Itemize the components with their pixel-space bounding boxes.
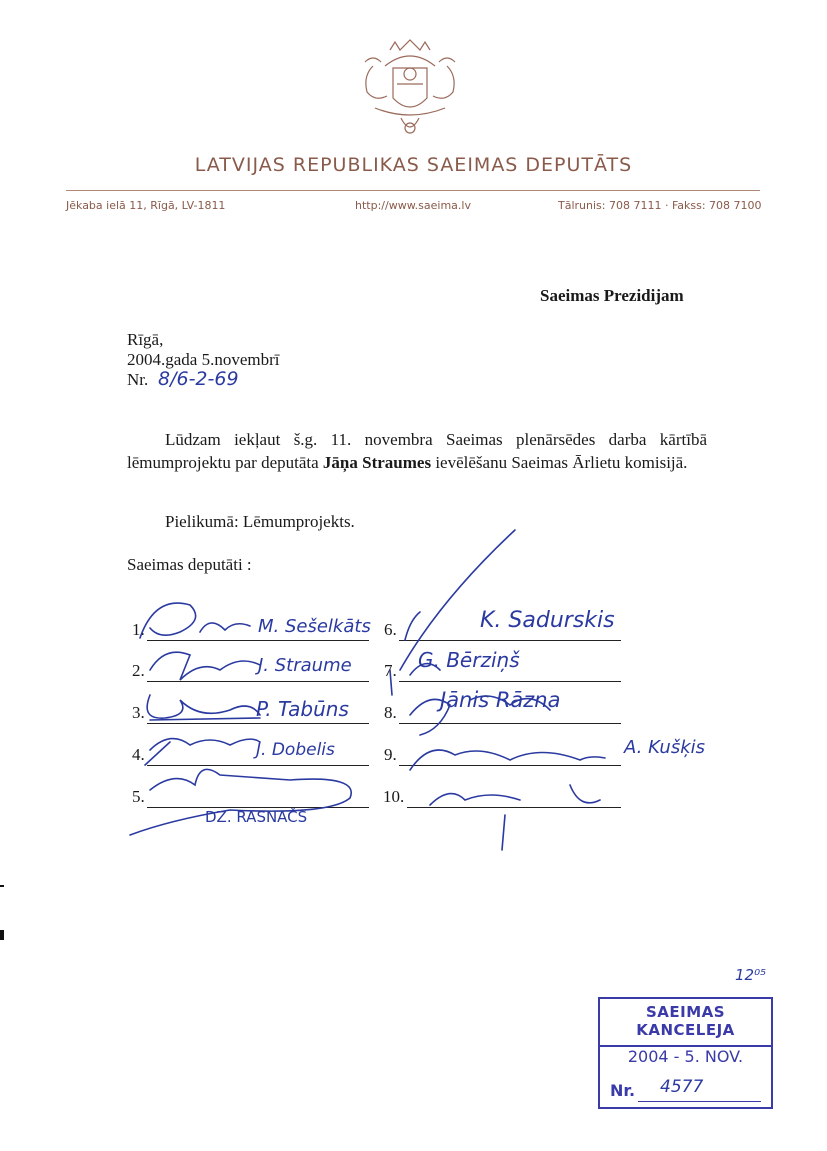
- signature-name: K. Sadurskis: [480, 608, 615, 633]
- letterhead-title: LATVIJAS REPUBLIKAS SAEIMAS DEPUTĀTS: [194, 154, 633, 176]
- letterhead-address: Jēkaba ielā 11, Rīgā, LV-1811: [66, 199, 226, 212]
- request-text-bold: Jāņa Straumes: [322, 453, 432, 472]
- stamp-date: 2004 - 5. NOV.: [627, 1047, 744, 1066]
- signature-number: 1.: [132, 620, 145, 639]
- signatories-label: Saeimas deputāti :: [127, 555, 252, 574]
- signature-name: J. Dobelis: [256, 740, 335, 760]
- letterhead-website: http://www.saeima.lv: [355, 199, 471, 212]
- letterhead-phone-fax: Tālrunis: 708 7111 · Fakss: 708 7100: [558, 199, 762, 212]
- signature-name: J. Straume: [258, 655, 352, 676]
- request-text-a: Lūdzam iekļaut š.g. 11. novembra Saeimas plenārsēdes darba kārtībā lēmumprojektu par deputāta: [127, 430, 707, 472]
- scan-edge-mark: [0, 930, 4, 940]
- place: Rīgā,: [127, 330, 164, 349]
- signature-number: 10.: [383, 787, 405, 806]
- request-text-b: ievēlēšanu Saeimas Ārlietu komisijā.: [431, 453, 688, 472]
- signature-name: DZ. RASNAČS: [205, 808, 308, 826]
- signature-number: 5.: [132, 787, 145, 806]
- signature-name: G. Bērziņš: [418, 648, 520, 672]
- addressee: Saeimas Prezidijam: [540, 286, 684, 305]
- date: 2004.gada 5.novembrī: [127, 350, 280, 369]
- stamp-number-line: [638, 1101, 761, 1102]
- signature-name: A. Kušķis: [624, 737, 705, 758]
- signature-number: 8.: [384, 703, 397, 722]
- number-value: 8/6-2-69: [158, 368, 239, 390]
- signature-name: M. Sešelkāts: [258, 616, 371, 637]
- letterhead-divider: [66, 190, 760, 191]
- signature-number: 6.: [384, 620, 397, 639]
- received-time: 12⁰⁵: [735, 966, 767, 984]
- signature-number: 7.: [384, 661, 397, 680]
- office-stamp: [598, 997, 773, 1109]
- signature-number: 9.: [384, 745, 397, 764]
- signature-number: 3.: [132, 703, 145, 722]
- signature-name: Jānis Rāzna: [440, 688, 561, 712]
- coat-of-arms-icon: [345, 36, 475, 140]
- number-label: Nr.: [127, 370, 149, 389]
- letter-body: [127, 428, 707, 474]
- request-paragraph: [127, 428, 707, 474]
- stamp-title: SAEIMAS KANCELEJA: [600, 1003, 771, 1047]
- signature-name: P. Tabūns: [256, 697, 349, 721]
- scan-edge-mark: [0, 885, 4, 887]
- attachment: Pielikumā: Lēmumprojekts.: [165, 512, 355, 531]
- handwritten-signatures: [110, 520, 670, 860]
- signature-number: 2.: [132, 661, 145, 680]
- stamp-number-label: Nr.: [610, 1081, 636, 1100]
- signature-number: 4.: [132, 745, 145, 764]
- stamp-number-value: 4577: [660, 1077, 704, 1097]
